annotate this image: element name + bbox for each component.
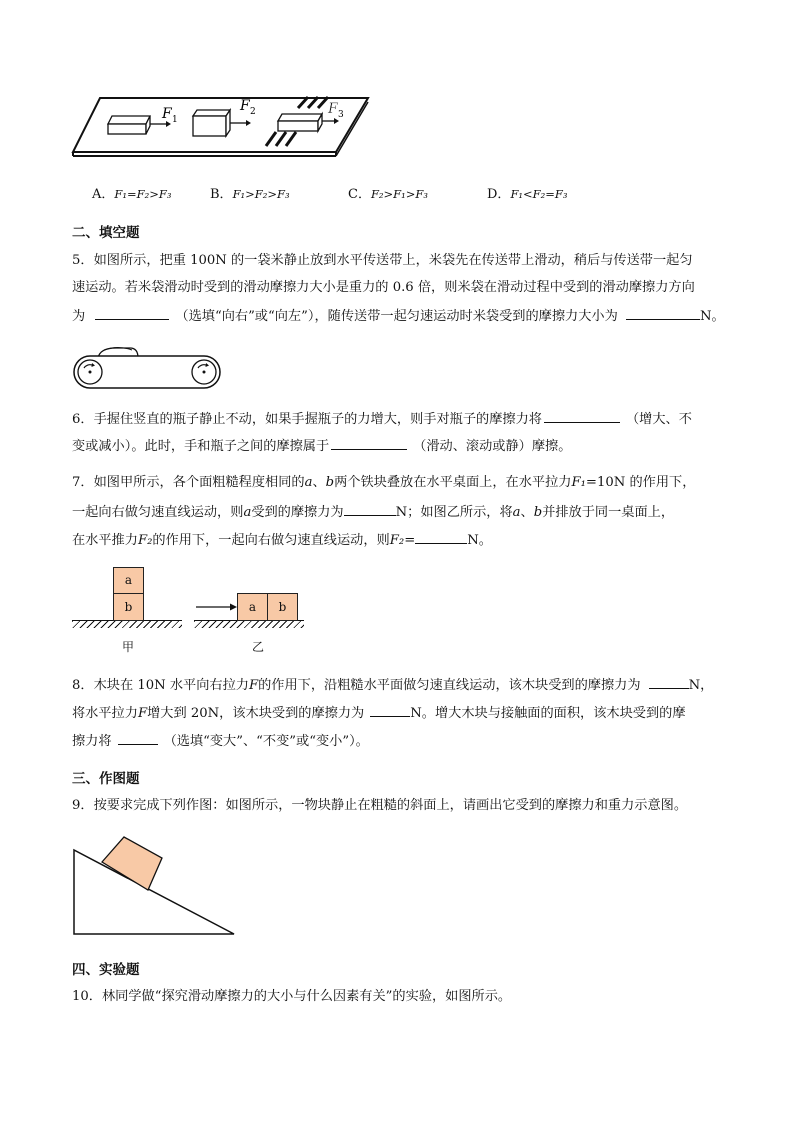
answer-blank-q8-1[interactable] <box>649 675 689 689</box>
caption-yi: 乙 <box>252 640 265 654</box>
text: 并排放于同一桌面上， <box>542 505 675 520</box>
text: 擦力将 <box>72 734 112 749</box>
answer-blank-q6-1[interactable] <box>544 409 620 423</box>
var: b <box>533 505 543 520</box>
option-text: F₁=F₂>F₃ <box>114 187 172 201</box>
svg-text:1: 1 <box>172 115 178 125</box>
q6-line-1 <box>72 409 692 429</box>
q9-text: 9．按要求完成下列作图：如图所示，一物块静止在粗糙的斜面上，请画出它受到的摩擦力和重力示意图。 <box>72 798 688 813</box>
q8-line-1 <box>72 675 713 695</box>
answer-blank-q7-2[interactable] <box>415 530 467 544</box>
q7-line-3 <box>72 530 492 550</box>
section-heading-fill-blank: 二、填空题 <box>72 225 140 241</box>
q8-line-2 <box>72 703 686 723</box>
option-letter: C． <box>348 187 371 202</box>
answer-blank-q8-3[interactable] <box>118 731 158 745</box>
block-b-side: b <box>267 593 298 621</box>
text: 6．手握住竖直的瓶子静止不动，如果手握瓶子的力增大，则手对瓶子的摩擦力将 <box>72 412 542 427</box>
text: 在水平推力 <box>72 533 138 548</box>
conveyor-belt-figure <box>72 342 222 392</box>
text: 、 <box>312 475 326 490</box>
block-2 <box>193 110 230 136</box>
answer-blank-q7-1[interactable] <box>344 502 396 516</box>
text: 、 <box>520 505 534 520</box>
text: （增大、不 <box>625 412 692 427</box>
text: = <box>404 533 416 548</box>
label-f1: F <box>162 106 172 122</box>
option-a[interactable] <box>92 183 171 202</box>
answer-blank-q8-2[interactable] <box>370 703 410 717</box>
text: N。 <box>699 309 725 324</box>
answer-blank-q5-1[interactable] <box>95 306 169 320</box>
block-1 <box>108 116 150 134</box>
var: F₂ <box>137 533 153 548</box>
ground-jia <box>72 620 182 628</box>
q5-line-1: 5．如图所示，把重 100N 的一袋米静止放到水平传送带上，米袋先在传送带上滑动，稍后与传送带一起匀 <box>72 253 693 268</box>
text: 为 <box>72 309 86 324</box>
text: 变或减小）。此时，手和瓶子之间的摩擦属于 <box>72 439 330 454</box>
var: F₁ <box>571 475 586 490</box>
text: 的作用下，沿粗糙水平面做匀速直线运动，该木块受到的摩擦力为 <box>258 678 641 693</box>
answer-blank-q5-2[interactable] <box>626 306 700 320</box>
var: a <box>512 505 521 520</box>
var: F <box>248 678 259 693</box>
q4-board-figure <box>70 94 370 160</box>
q6-line-2 <box>72 436 571 456</box>
text: 一起向右做匀速直线运动，则 <box>72 505 244 520</box>
option-text: F₂>F₁>F₃ <box>370 187 428 201</box>
var: a <box>243 505 252 520</box>
text: （选填“向右”或“向左”），随传送带一起匀速运动时米袋受到的摩擦力大小为 <box>175 309 618 324</box>
text: 增大到 20N，该木块受到的摩擦力为 <box>147 706 365 721</box>
text: =10N 的作用下， <box>585 475 696 490</box>
block-a-side: a <box>237 593 268 621</box>
text: 将水平拉力 <box>72 706 138 721</box>
option-text: F₁>F₂>F₃ <box>232 187 290 201</box>
q7-line-2 <box>72 502 674 522</box>
push-arrow <box>196 602 238 612</box>
q8-line-3 <box>72 731 369 751</box>
text: 7．如图甲所示，各个面粗糙程度相同的 <box>72 475 305 490</box>
section-heading-drawing: 三、作图题 <box>72 771 140 787</box>
var: a <box>304 475 313 490</box>
text: N；如图乙所示，将 <box>395 505 513 520</box>
block-a-stacked: a <box>113 567 144 594</box>
text: N。增大木块与接触面的面积，该木块受到的摩 <box>410 706 686 721</box>
svg-text:3: 3 <box>338 110 344 120</box>
option-text: F₁<F₂=F₃ <box>510 187 568 201</box>
block-3 <box>278 114 322 131</box>
text: 两个铁块叠放在水平桌面上，在水平拉力 <box>334 475 572 490</box>
q5-line-2: 速运动。若米袋滑动时受到的滑动摩擦力大小是重力的 0.6 倍，则米袋在滑动过程中受到的滑动摩擦力方向 <box>72 280 695 295</box>
option-d[interactable] <box>487 183 567 202</box>
option-letter: A． <box>92 187 115 202</box>
var: F₂ <box>389 533 405 548</box>
q7-figure <box>72 566 312 656</box>
option-b[interactable] <box>210 183 290 202</box>
q5-line-3 <box>72 306 725 326</box>
answer-blank-q6-2[interactable] <box>331 436 407 450</box>
var: b <box>325 475 335 490</box>
arrow-f3 <box>322 118 339 124</box>
var: F <box>137 706 148 721</box>
text: （滑动、滚动或静）摩擦。 <box>413 439 572 454</box>
option-letter: B． <box>210 187 233 202</box>
label-f2: F <box>240 98 250 114</box>
q7-line-1 <box>72 474 695 492</box>
block-b-stacked: b <box>113 593 144 621</box>
caption-jia: 甲 <box>122 640 135 654</box>
option-letter: D． <box>487 187 511 202</box>
section-heading-experiment: 四、实验题 <box>72 962 140 978</box>
option-c[interactable] <box>348 183 428 202</box>
label-f3: F <box>328 101 338 117</box>
text: N， <box>688 678 714 693</box>
ground-yi <box>194 620 304 628</box>
text: 受到的摩擦力为 <box>251 505 344 520</box>
incline-figure <box>72 832 238 938</box>
svg-text:2: 2 <box>250 107 256 117</box>
text: （选填“变大”、“不变”或“变小”）。 <box>163 734 369 749</box>
text: 8．木块在 10N 水平向右拉力 <box>72 678 249 693</box>
text: 的作用下，一起向右做匀速直线运动，则 <box>152 533 390 548</box>
text: N。 <box>467 533 492 548</box>
arrow-f2 <box>230 120 251 126</box>
q10-text: 10．林同学做“探究滑动摩擦力的大小与什么因素有关”的实验，如图所示。 <box>72 989 512 1004</box>
